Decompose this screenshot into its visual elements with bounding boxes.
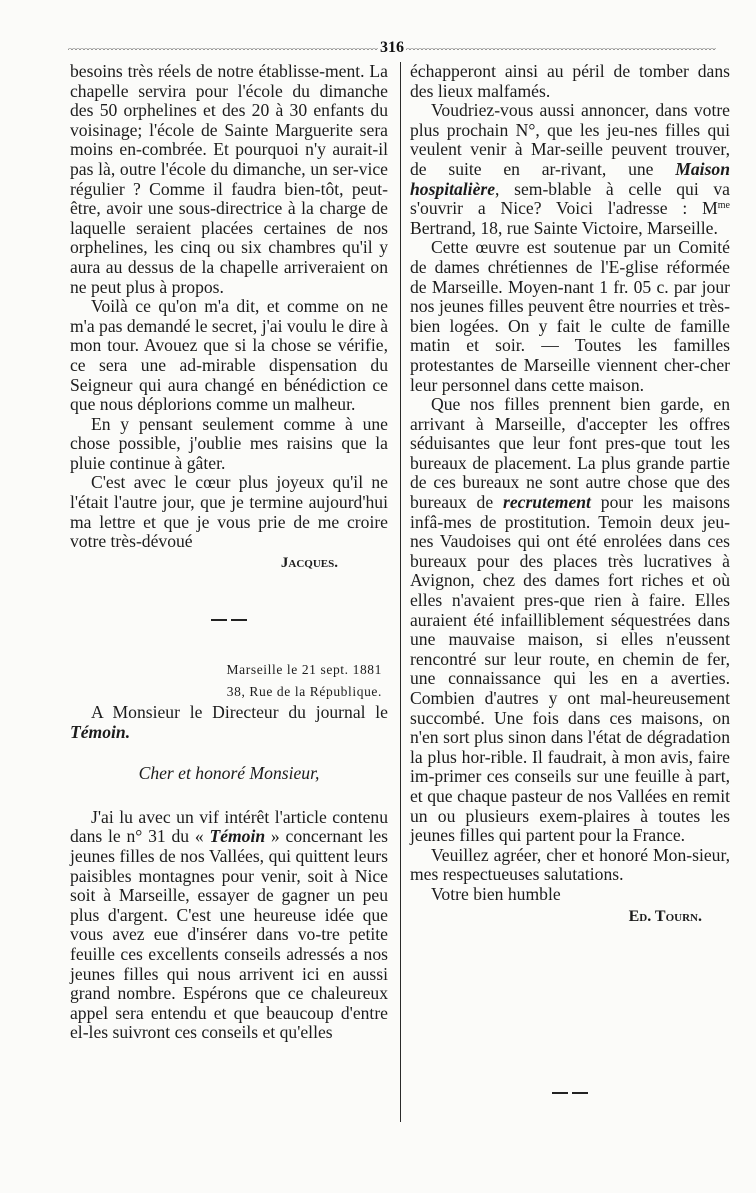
wavy-rule-right (406, 45, 716, 51)
addressee: A Monsieur le Directeur du journal le Témoin. (70, 702, 388, 742)
paragraph: J'ai lu avec un vif intérêt l'article contenu dans le n° 31 du « Témoin » concernant les jeunes filles de nos Vallées, qui quittent leurs paisibles montagnes pour venir, soit à Nice soit à Marseille, essayer de gagner un peu plus d'argent. C'est une heureuse idée que vous avez eue d'insérer dans vo-tre petite feuille ces excellents conseils adressés a nos jeunes filles qui nous arrivent ici en aussi grand nombre. Espérons que ce chaleureux appel sera entendu et que beaucoup d'entre el-les suivront ces conseils et qu'elles (70, 806, 388, 1043)
paragraph: Veuillez agréer, cher et honoré Mon-sieur, mes respectueuses salutations. (410, 844, 730, 885)
paragraph: C'est avec le cœur plus joyeux qu'il ne l'était l'autre jour, que je termine aujourd'hui ma lettre et que je vous prie de me croire votre très-dévoué (70, 472, 388, 552)
signature-tourn: Ed. Tourn. (628, 907, 702, 925)
emphasis: Maison hospitalière (410, 158, 730, 199)
paragraph: besoins très réels de notre établisse-ment. La chapelle servira pour l'école du dimanche des 50 orphelines et des 20 à 30 enfants du voisinage; l'école de Sainte Marguerite sera moins en-combrée. Et pourquoi n'y aurait-il pas là, outre l'école du dimanche, un ser-vice régulier ? Comme il faudra bien-tôt, peut-être, avoir une sous-directrice à la charge de laquelle seraient placées certaines de nos orphelines, les cinq ou six chambres qu'il y aura au dessus de la chapelle arriveraient on ne peut plus à propos. (70, 61, 388, 297)
paragraph: Votre bien humble (431, 883, 561, 904)
end-separator (550, 1081, 590, 1099)
paragraph: En y pensant seulement comme à une chose possible, j'oublie mes raisins que la pluie continue à gâter. (70, 413, 388, 473)
emphasis: recrutement (502, 492, 591, 513)
journal-name: Témoin (209, 826, 266, 847)
salutation: Cher et honoré Monsieur, (138, 763, 320, 784)
paragraph: échapperont ainsi au péril de tomber dans des lieux malfamés. (410, 61, 730, 101)
paragraph: Voudriez-vous aussi annoncer, dans votre plus prochain N°, que les jeu-nes filles qui veulent venir à Mar-seille peuvent trouver, de suite en ar-rivant, une Maison hospitalière, sem-blable à celle qui va s'ouvrir a Nice? Voici l'adresse : $M^{me}$ Bertrand, 18, rue Sainte Victoire, Marseille. (410, 100, 730, 238)
paragraph: Voilà ce qu'on m'a dit, et comme on ne m'a pas demandé le secret, j'ai voulu le dire à mon tour. Avouez que si la chose se vérifie, ce sera une ad-mirable dispensation du Seigneur qui aura changé en bénédiction ce que nous déplorions comme un malheur. (70, 296, 389, 415)
right-column (410, 62, 730, 926)
place-date: Marseille le 21 sept. 1881 (226, 662, 382, 678)
place-address: 38, Rue de la République. (226, 684, 382, 700)
page-header (68, 38, 716, 58)
signature-jacques: Jacques. (280, 554, 338, 571)
wavy-rule-left (68, 45, 378, 51)
paragraph: Que nos filles prennent bien garde, en arrivant à Marseille, d'accepter les offres séduisantes que leur font pres-que tout les bureaux de placement. La plus grande partie de ces bureaux ne sont autre chose que des bureaux de recrutement pour les maisons infâ-mes de prostitution. Temoin deux jeu-nes Vaudoises qui ont été enrolées dans ces bureaux pour des places très lucratives à Avignon, chez des dames fort riches et où elles n'avaient pres-que rien à faire. Elles auraient été infailliblement séquestrées dans une mauvaise maison, si elles n'eussent rencontré sur leur route, en chemin de fer, une connaissance qui les en a averties. Combien d'autres y ont mal-heureusement succombé. Une fois dans ces maisons, on n'en sort plus sinon dans l'état de dégradation la plus hor-rible. Il faudrait, à mon avis, faire im-primer ces conseils sur une feuille à part, et que chaque pasteur de nos Vallées en remit un ou plusieurs exem-plaires à toutes les jeunes filles qui partent pour la France. (410, 394, 730, 846)
page-number: 316 (380, 39, 404, 56)
column-divider (400, 62, 401, 1122)
left-column (70, 62, 388, 1043)
paragraph: Cette œuvre est soutenue par un Comité de dames chrétiennes de l'E-glise réformée de Marseille. Moyen-nant 1 fr. 05 c. par jour nos jeunes filles peuvent être nourries et très-bien logées. On y fait le culte de famille matin et soir. — Toutes les familles protestantes de Marseille viennent cher-cher leur personnel dans cette maison. (410, 237, 730, 395)
journal-name: Témoin. (70, 721, 131, 742)
section-separator (70, 609, 388, 629)
